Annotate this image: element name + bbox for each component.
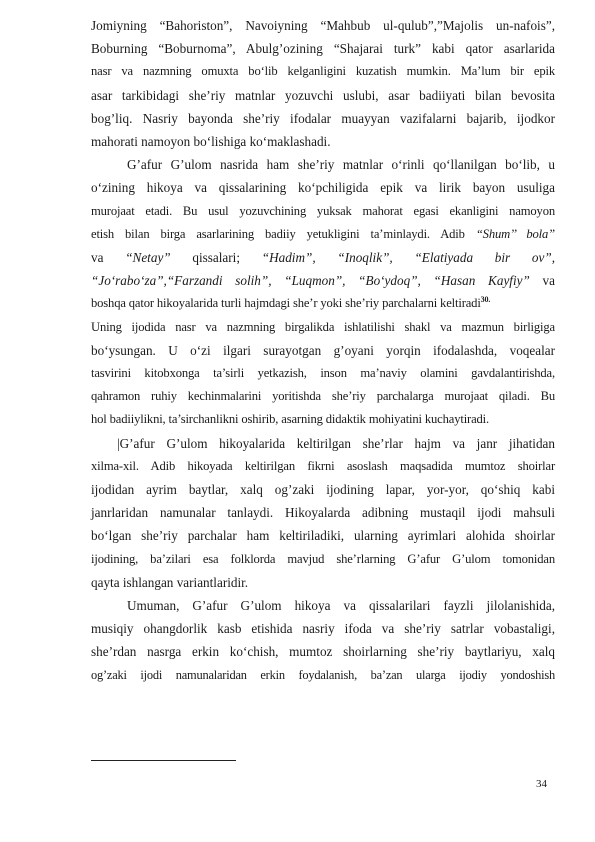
text-line: ijodidan ayrim baytlar, xalq og’zaki ijodining lapar, yor-yor, qo‘shiq kabi: [91, 482, 555, 498]
text-run: boshqa qator hikoyalarida turli hajmdagi she’r yoki she’riy parchalarni keltiradi: [91, 296, 481, 311]
text-line: |G’afur G’ulom hikoyalarida keltirilgan she’rlar hajm va janr jihatidan: [117, 435, 555, 451]
text-line: tasvirini kitobxonga ta’sirli yetkazish, inson ma’naviy olamini gavdalantirishda,: [91, 366, 555, 381]
text-line: [91, 269, 555, 292]
text-line: Umuman, G’afur G’ulom hikoya va qissalarilari fayzli jilolanishida,: [127, 598, 555, 614]
text-run: etish bilan birga asarlarining badiiy yetukligini ta’minlaydi. Adib: [91, 226, 476, 241]
italic-title: “Shum’’ bola”: [475, 226, 555, 241]
text-line: bog’liq. Nasriy bayonda she’riy ifodalar muayyan vazifalarni bajarib, ijodkor: [91, 110, 555, 126]
text-line: Boburning “Boburnoma”, Abulg’ozining “Shajarai turk” kabi qator asarlarida: [91, 41, 555, 57]
text-run: va: [91, 250, 104, 266]
text-line: og’zaki ijodi namunalaridan erkin foydalanish, ba’zan ularga ijodiy yondoshish: [91, 667, 555, 682]
text-line: musiqiy ohangdorlik kasb etishida nasriy ifoda va she’riy satrlar vobastaligi,: [91, 621, 555, 637]
text-line: she’rdan nasrga erkin ko‘chish, mumtoz shoirlarning she’riy baytlariyu, xalq: [91, 644, 555, 660]
text-run: va: [529, 273, 555, 289]
footnote-ref[interactable]: 30.: [480, 295, 491, 305]
text-line: o‘zining hikoya va qissalarining ko‘pchiligida epik va lirik bayon usuliga: [91, 180, 555, 196]
text-run: qissalari;: [192, 250, 241, 266]
text-line: [91, 292, 555, 315]
text-line: bo‘ysungan. U o‘zi ilgari surayotgan g’oyani yorqin ifodalashda, voqealar: [91, 342, 555, 358]
text-line: xilma-xil. Adib hikoyada keltirilgan fikrni asoslash maqsadida mumtoz shoirlar: [91, 458, 555, 473]
text-line: Uning ijodida nasr va nazmning birgalikda ishlatilishi shakl va mazmun birligiga: [91, 319, 555, 334]
text-line: janrlaridan namunalar tanlaydi. Hikoyalarda adibning mustaqil ijodi mahsuli: [91, 505, 555, 521]
body-text: [91, 14, 555, 687]
italic-title: “Jo‘rabo‘za”,“Farzandi solih”, “Luqmon”, “Bo‘ydoq”, “Hasan Kayfiy”: [91, 273, 530, 289]
text-line: murojaat etadi. Bu usul yozuvchining yuksak mahorat egasi ekanligini namoyon: [91, 203, 555, 218]
text-line: hol badiiylikni, ta’sirchanlikni oshirib, asarning didaktik mohiyatini kuchaytiradi.: [91, 412, 490, 427]
text-line: [91, 246, 555, 269]
footnote-divider: [91, 760, 236, 761]
text-line: mahorati namoyon bo‘lishiga ko‘maklashadi.: [91, 134, 331, 150]
text-line: Jomiyning “Bahoriston”, Navoiyning “Mahbub ul-qulub”,”Majolis un-nafois”,: [91, 18, 555, 33]
text-line: G’afur G’ulom nasrida ham she’riy matnlar o‘rinli qo‘llanilgan bo‘lib, u: [127, 157, 555, 173]
text-line: qayta ishlangan variantlaridir.: [91, 574, 249, 590]
text-line: bo‘lgan she’riy parchalar ham keltiriladiki, ularning ayrimlari alohida shoirlar: [91, 528, 555, 544]
text-line: ijodining, ba’zilari esa folklorda mavjud she’rlarning G’afur G’ulom tomonidan: [91, 551, 555, 566]
text-line: nasr va nazmning omuxta bo‘lib kelganligini kuzatish mumkin. Ma’lum bir epik: [91, 64, 555, 79]
text-line: qahramon ruhiy kechinmalarini yoritishda she’riy parchalarga murojaat qiladi. Bu: [91, 389, 555, 404]
text-line: asar tarkibidagi she’riy matnlar yozuvchi uslubi, asar badiiyati bilan bevosita: [91, 87, 555, 103]
page-number: 34: [536, 778, 547, 790]
text-line: [91, 223, 555, 246]
italic-title: “Netay”: [125, 250, 171, 266]
italic-title: “Hadim”, “Inoqlik”, “Elatiyada bir ov”,: [261, 250, 556, 266]
